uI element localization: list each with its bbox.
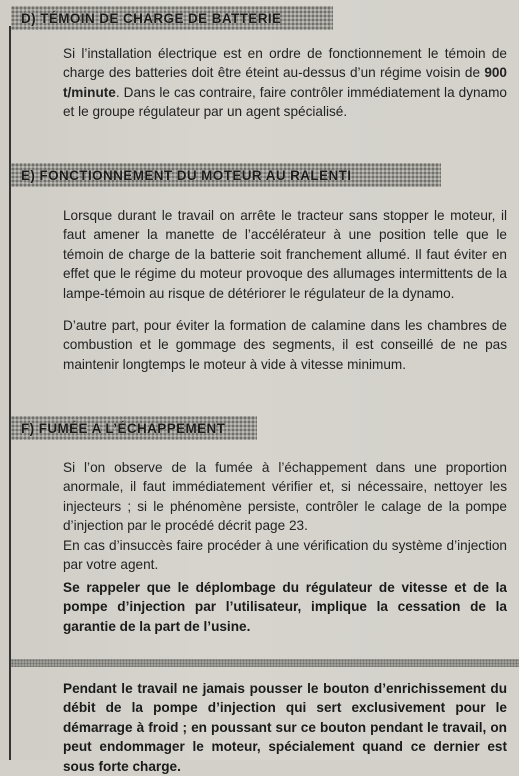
injection-pump-warning: Pendant le travail ne jamais pousser le bouton d’enrichissement du débit de la pompe d’injection qui sert exclusivement pour le démarrage à froid ; en poussant sur ce bouton pendant le travail, on peut endommager le moteur, spécialement quand ce dernier est sous forte charge. — [63, 681, 507, 774]
section-e-paragraph-1: Lorsque durant le travail on arrête le tracteur sans stopper le moteur, il faut amener la manette de l’accélérateur à une position telle que le témoin de charge de la batterie soit franchement allumé. Il faut éviter en effet que le régime du moteur provoque des allumages intermittents de la lampe-témoin au risque de détériorer le régulateur de la dynamo. — [63, 208, 507, 301]
rpm-value: 900 t/minute — [63, 65, 507, 100]
section-f-warranty-note: Se rappeler que le déplombage du régulateur de vitesse et de la pompe d’injection par l’utilisateur, implique la cessation de la garantie de la part de l’usine. — [63, 580, 507, 634]
section-f-heading-text: F) FUMÉE A L’ÉCHAPPEMENT — [21, 420, 226, 436]
section-e-heading-text: E) FONCTIONNEMENT DU MOTEUR AU RALENTI — [21, 167, 352, 183]
left-margin-rule — [9, 26, 11, 760]
section-d-paragraph: Si l’installation électrique est en ordre de fonctionnement le témoin de charge des batteries doit être éteint au-dessus d’un régime voisin de 900 t/minute. Dans le cas contraire, faire contrôler immédiatement la dynamo et le groupe régulateur par un agent spécialisé. — [63, 46, 507, 120]
section-e-heading — [11, 163, 441, 187]
section-divider — [11, 659, 519, 667]
section-e-paragraph-2: D’autre part, pour éviter la formation de calamine dans les chambres de combustion et le gommage des segments, il est conseillé de ne pas maintenir longtemps le moteur à vide à vitesse minimum. — [63, 318, 507, 372]
section-d-heading-text: D) TÉMOIN DE CHARGE DE BATTERIE — [21, 10, 282, 26]
section-f-paragraph-2: En cas d’insuccès faire procéder à une vérification du système d’injection par votre agent. — [63, 538, 507, 573]
section-f-paragraph-1: Si l’on observe de la fumée à l’échappement dans une proportion anormale, il faut immédiatement vérifier et, si nécessaire, nettoyer les injecteurs ; si le phénomène persiste, contrôler le calage de la pompe d’injection par le procédé décrit page 23. — [63, 460, 507, 534]
section-d-heading — [11, 6, 333, 30]
section-f-heading — [11, 416, 257, 440]
